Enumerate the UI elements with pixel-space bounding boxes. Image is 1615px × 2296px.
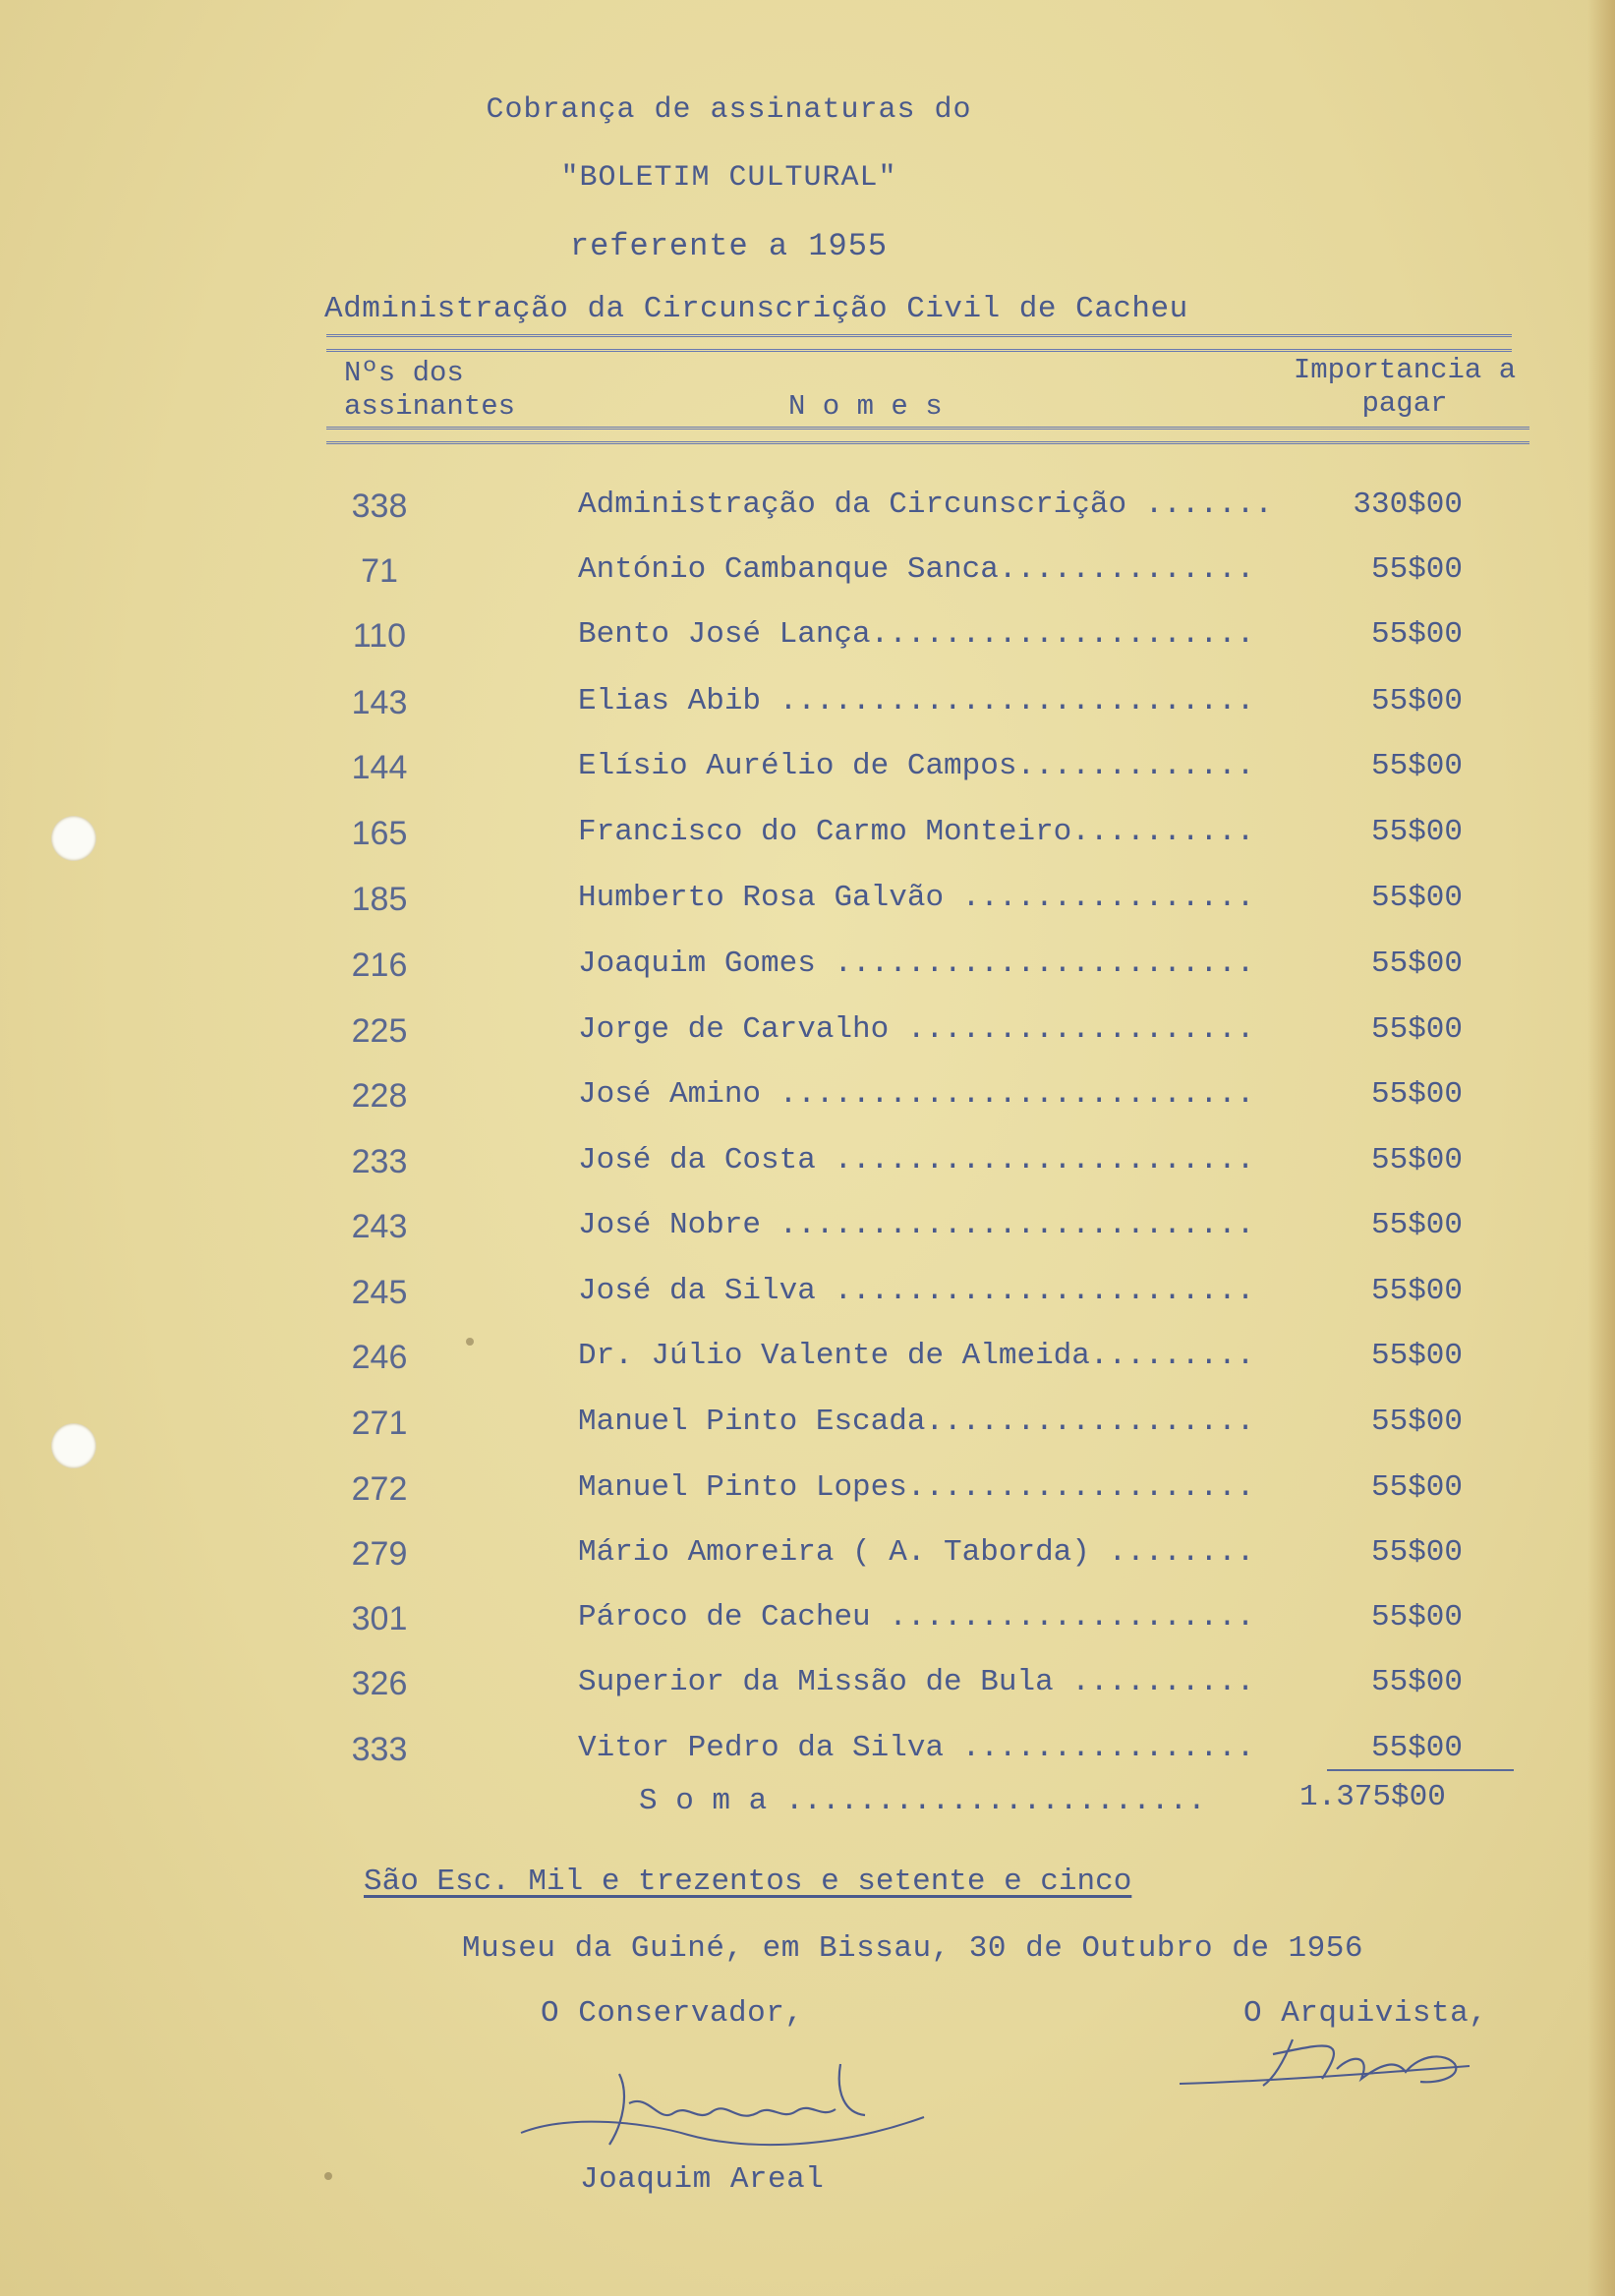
subscriber-number: 333 [351, 1731, 408, 1768]
table-row [0, 1535, 1615, 1575]
subscriber-name: Humberto Rosa Galvão ................ [578, 881, 1255, 915]
subscriber-name: José Nobre .......................... [578, 1208, 1255, 1242]
subscriber-name: Superior da Missão de Bula .......... [578, 1665, 1255, 1699]
table-row [0, 1143, 1615, 1182]
amount: 55$00 [1370, 617, 1463, 652]
subscriber-number: 271 [351, 1405, 408, 1442]
conservator-name: Joaquim Areal [580, 2162, 825, 2197]
subscriber-name: Francisco do Carmo Monteiro.......... [578, 815, 1255, 849]
amount: 55$00 [1370, 749, 1463, 783]
subscriber-number: 301 [351, 1600, 408, 1637]
subscriber-name: José da Silva ....................... [578, 1274, 1255, 1308]
amount: 55$00 [1370, 684, 1463, 718]
title-line-3: referente a 1955 [569, 228, 889, 264]
subscriber-name: Elísio Aurélio de Campos............. [578, 749, 1255, 783]
subscriber-number: 225 [351, 1012, 408, 1050]
table-row [0, 1665, 1615, 1704]
subscriber-name: Manuel Pinto Lopes................... [578, 1470, 1255, 1505]
subscriber-number: 246 [351, 1339, 408, 1376]
subscriber-number: 326 [351, 1665, 408, 1702]
table-row [0, 552, 1615, 592]
subscriber-number: 71 [361, 552, 398, 590]
amount: 55$00 [1370, 1077, 1463, 1112]
subscriber-number: 143 [351, 684, 408, 721]
table-row [0, 488, 1615, 527]
place-and-date: Museu da Guiné, em Bissau, 30 de Outubro de 1956 [462, 1931, 1363, 1966]
table-row [0, 1274, 1615, 1313]
amount: 55$00 [1370, 1208, 1463, 1242]
amount: 55$00 [1370, 1731, 1463, 1765]
amount: 55$00 [1370, 1470, 1463, 1505]
table-row [0, 749, 1615, 788]
subscriber-name: Elias Abib .......................... [578, 684, 1255, 718]
ink-speck [324, 2172, 332, 2180]
table-row [0, 1470, 1615, 1510]
subscriber-number: 165 [351, 815, 408, 852]
column-header-number-line1: Nºs dos [344, 357, 464, 389]
amount: 55$00 [1370, 1012, 1463, 1047]
table-row [0, 1012, 1615, 1052]
table-row [0, 947, 1615, 986]
total-amount: 1.375$00 [1299, 1780, 1446, 1814]
subscriber-number: 233 [351, 1143, 408, 1180]
subscriber-number: 245 [351, 1274, 408, 1311]
table-row [0, 1731, 1615, 1770]
total-label: S o m a ....................... [639, 1784, 1206, 1818]
amount: 330$00 [1353, 488, 1463, 522]
table-row [0, 815, 1615, 854]
subscriber-number: 243 [351, 1208, 408, 1245]
amount: 55$00 [1370, 1274, 1463, 1308]
archivist-title: O Arquivista, [1243, 1996, 1488, 2031]
subscriber-name: António Cambanque Sanca.............. [578, 552, 1255, 587]
subscriber-name: Joaquim Gomes ....................... [578, 947, 1255, 981]
column-header-amount-line2: pagar [1361, 387, 1448, 420]
subscriber-name: Mário Amoreira ( A. Taborda) ........ [578, 1535, 1255, 1570]
amount: 55$00 [1370, 1600, 1463, 1635]
amount: 55$00 [1370, 1339, 1463, 1373]
table-row [0, 1077, 1615, 1117]
table-row [0, 1339, 1615, 1378]
column-header-number [344, 357, 515, 424]
amount: 55$00 [1370, 1405, 1463, 1439]
subscriber-name: Pároco de Cacheu .................... [578, 1600, 1255, 1635]
column-header-amount-line1: Importancia a [1293, 354, 1517, 386]
subscriber-number: 185 [351, 881, 408, 918]
column-header-amount [1276, 354, 1533, 421]
header-rule-bottom [326, 427, 1529, 444]
subscriber-name: Manuel Pinto Escada.................. [578, 1405, 1255, 1439]
table-row [0, 1208, 1615, 1247]
archivist-signature [1175, 2025, 1489, 2103]
column-header-number-line2: assinantes [344, 390, 516, 423]
column-header-names: N o m e s [788, 390, 943, 423]
title-line-2: "BOLETIM CULTURAL" [560, 161, 897, 195]
subscriber-number: 228 [351, 1077, 408, 1115]
subscriber-name: Jorge de Carvalho ................... [578, 1012, 1255, 1047]
header-rule-top [326, 334, 1512, 352]
amount: 55$00 [1370, 552, 1463, 587]
amount: 55$00 [1370, 1143, 1463, 1177]
amount: 55$00 [1370, 815, 1463, 849]
title-line-1: Cobrança de assinaturas do [486, 93, 972, 127]
table-row [0, 617, 1615, 657]
subscriber-number: 272 [351, 1470, 408, 1508]
amount: 55$00 [1370, 1665, 1463, 1699]
subtitle: Administração da Circunscrição Civil de Cacheu [324, 292, 1188, 326]
conservator-title: O Conservador, [541, 1996, 804, 2031]
subscriber-name: Bento José Lança..................... [578, 617, 1255, 652]
subscriber-name: Administração da Circunscrição ....... [578, 488, 1273, 522]
table-row [0, 684, 1615, 723]
total-underline [1327, 1769, 1514, 1771]
amount: 55$00 [1370, 881, 1463, 915]
table-row [0, 881, 1615, 920]
subscriber-name: Vitor Pedro da Silva ................ [578, 1731, 1255, 1765]
conservator-signature [511, 2054, 963, 2162]
amount-in-words: São Esc. Mil e trezentos e setente e cinco [364, 1865, 1132, 1899]
table-row [0, 1405, 1615, 1444]
subscriber-number: 144 [351, 749, 408, 786]
subscriber-number: 216 [351, 947, 408, 984]
amount: 55$00 [1370, 1535, 1463, 1570]
subscriber-number: 279 [351, 1535, 408, 1573]
subscriber-name: Dr. Júlio Valente de Almeida......... [578, 1339, 1255, 1373]
subscriber-number: 338 [351, 488, 408, 525]
table-row [0, 1600, 1615, 1639]
subscriber-name: José Amino .......................... [578, 1077, 1255, 1112]
amount: 55$00 [1370, 947, 1463, 981]
subscriber-name: José da Costa ....................... [578, 1143, 1255, 1177]
subscriber-number: 110 [352, 617, 407, 655]
